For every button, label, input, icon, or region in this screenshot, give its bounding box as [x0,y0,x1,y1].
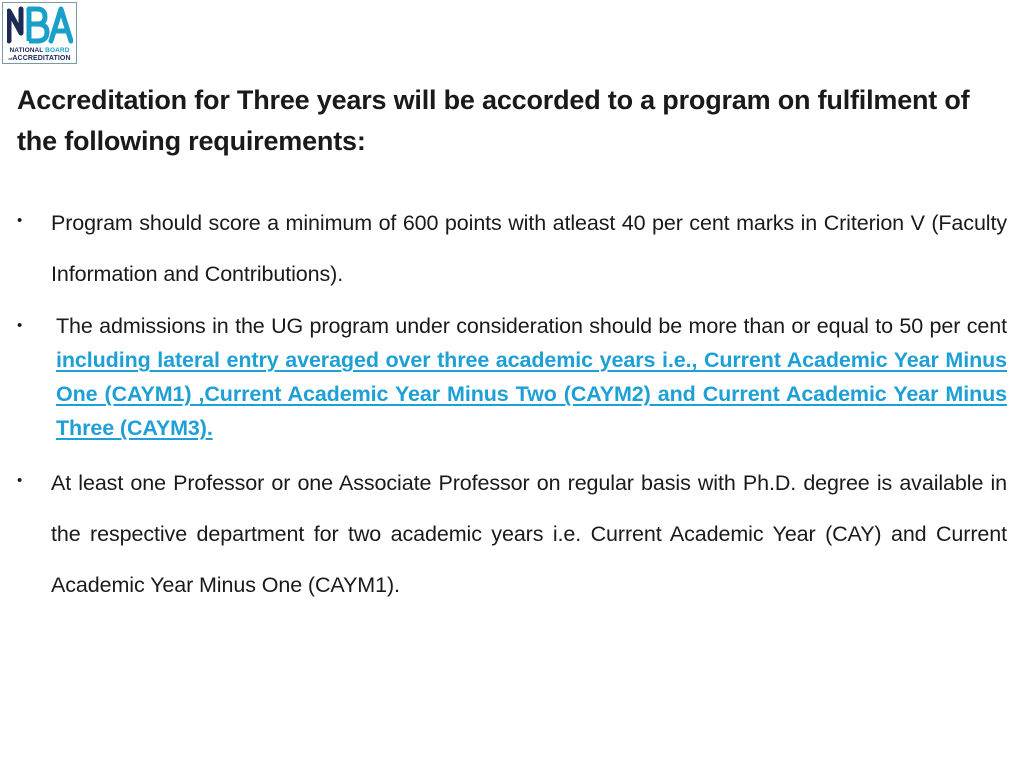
requirement-item-2-link[interactable]: including lateral entry averaged over three academic years i.e., Current Academic Year Minus One (CAYM1) ,Current Academic Year Minus Two (CAYM2) and Current Academic Year Minus Three (CAYM3). [56,348,1007,440]
nba-logo-mark [7,5,73,45]
logo-text-line1: NATIONAL BOARD [9,47,70,54]
bullet-marker: • [17,317,23,334]
requirement-item-2-text: The admissions in the UG program under consideration should be more than or equal to 50 per cent [56,314,1007,338]
logo-text-line2: ofACCREDITATION [8,55,71,62]
bullet-marker: • [17,472,23,489]
requirement-item-2 [56,309,1007,445]
bullet-marker: • [17,212,23,229]
slide-title: Accreditation for Three years will be accorded to a program on fulfilment of the following requirements: [17,85,970,156]
requirement-item-1: Program should score a minimum of 600 points with atleast 40 per cent marks in Criterion V (Faculty Information and Contributions). [51,211,1007,286]
nba-logo [2,2,77,64]
requirement-item-3: At least one Professor or one Associate Professor on regular basis with Ph.D. degree is available in the respective department for two academic years i.e. Current Academic Year (CAY) and Current Academic Year Minus One (CAYM1). [51,471,1007,597]
